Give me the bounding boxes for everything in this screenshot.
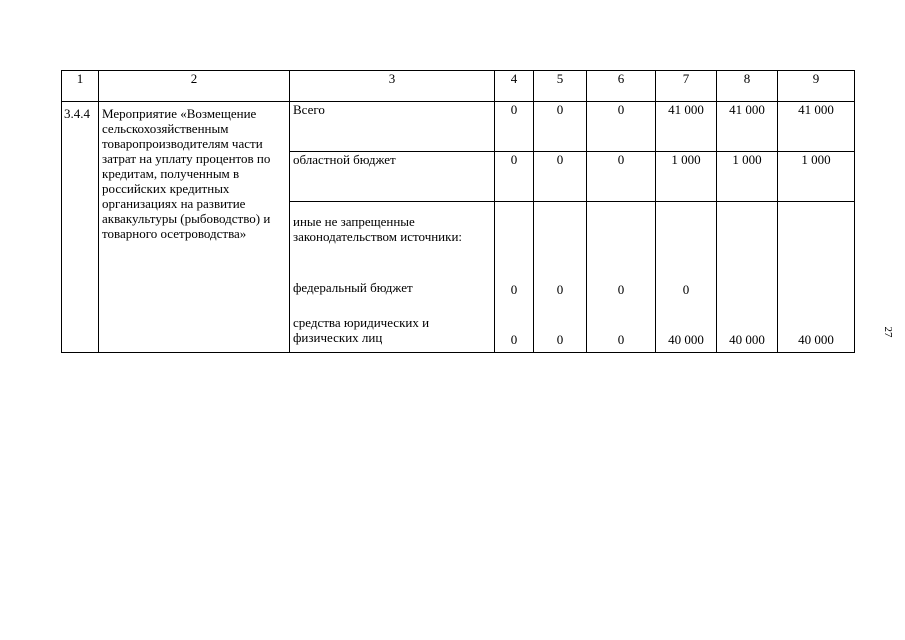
value-cell: 0 — [682, 282, 690, 297]
value-cell: 41 000 — [668, 102, 704, 117]
value-stack — [717, 202, 777, 352]
source-regional: областной бюджет — [293, 152, 396, 167]
value-cell: 0 — [617, 102, 625, 117]
value-cell: 0 — [556, 282, 564, 297]
source-other: иные не запрещенные законодательством источники: — [293, 214, 463, 244]
page-number: 27 — [882, 326, 894, 338]
value-cell: 0 — [617, 152, 625, 167]
header-cell: 4 — [495, 71, 534, 102]
value-cell: 1 000 — [732, 152, 762, 167]
header-row — [62, 71, 855, 102]
budget-table — [61, 70, 855, 353]
value-cell: 41 000 — [729, 102, 765, 117]
value-cell: 0 — [510, 332, 518, 347]
table-row-total — [62, 102, 855, 152]
value-cell: 0 — [556, 102, 564, 117]
source-federal: федеральный бюджет — [293, 280, 413, 295]
header-cell: 6 — [587, 71, 656, 102]
measure-name: Мероприятие «Возмещение сельскохозяйственным товаропроизводителям части затрат на уплату процентов по кредитам, полученным в российских кредитных организациях на развитие аквакультуры (рыбоводство) и товарного осетроводства» — [99, 102, 290, 353]
header-cell: 9 — [778, 71, 855, 102]
value-cell: 41 000 — [798, 102, 834, 117]
header-cell: 1 — [62, 71, 99, 102]
value-cell: 0 — [617, 332, 625, 347]
header-cell: 2 — [99, 71, 290, 102]
value-cell: 0 — [556, 152, 564, 167]
value-stack — [534, 202, 586, 352]
value-cell: 0 — [510, 282, 518, 297]
value-stack — [495, 202, 533, 352]
value-stack — [656, 202, 716, 352]
value-stack — [587, 202, 655, 352]
value-cell: 0 — [556, 332, 564, 347]
value-cell: 40 000 — [729, 332, 765, 347]
header-cell: 7 — [656, 71, 717, 102]
source-stack — [290, 202, 494, 352]
value-cell: 1 000 — [671, 152, 701, 167]
header-cell: 3 — [290, 71, 495, 102]
value-cell: 40 000 — [668, 332, 704, 347]
value-cell: 0 — [617, 282, 625, 297]
row-code: 3.4.4 — [62, 102, 99, 353]
source-private: средства юридических и физических лиц — [293, 315, 430, 345]
value-cell: 1 000 — [801, 152, 831, 167]
value-stack — [778, 202, 854, 352]
value-cell: 0 — [510, 102, 518, 117]
value-cell: 0 — [510, 152, 518, 167]
header-cell: 5 — [534, 71, 587, 102]
header-cell: 8 — [717, 71, 778, 102]
value-cell: 40 000 — [798, 332, 834, 347]
source-total: Всего — [293, 102, 325, 117]
